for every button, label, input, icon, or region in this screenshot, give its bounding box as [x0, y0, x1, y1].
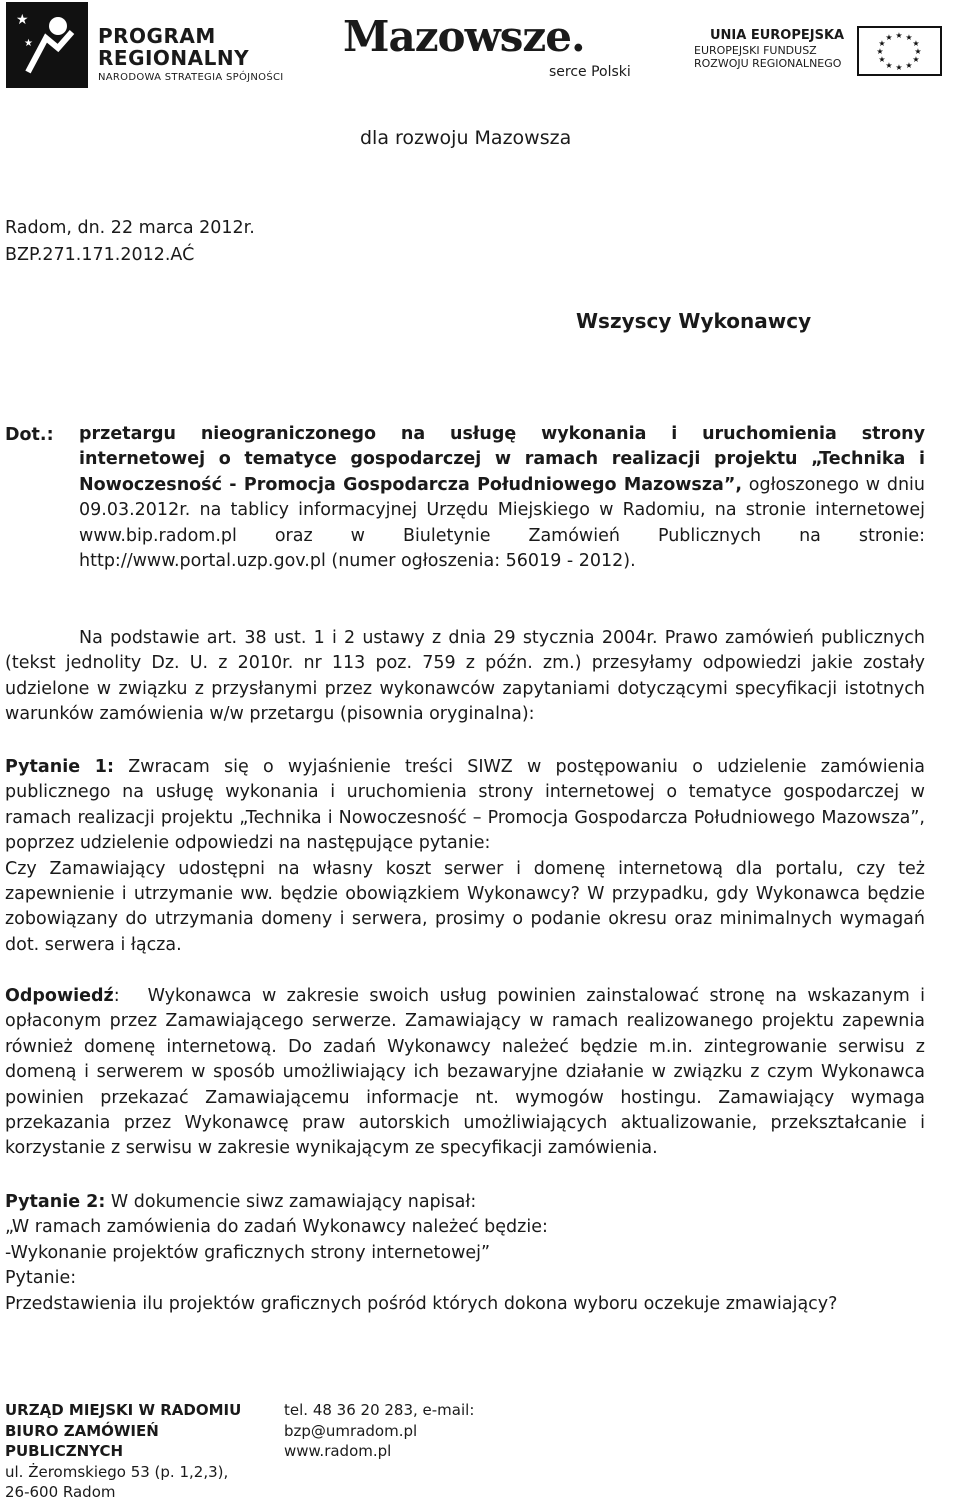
- svg-text:★: ★: [24, 38, 33, 49]
- eu-logo-line2: EUROPEJSKI FUNDUSZ: [694, 44, 817, 57]
- mazowsze-logo-tagline: serce Polski: [549, 64, 631, 80]
- question-1: [5, 755, 925, 958]
- program-regionalny-logo: [6, 2, 306, 88]
- program-regionalny-emblem-icon: [6, 2, 88, 88]
- svg-text:★: ★: [16, 12, 29, 28]
- question-1-label: Pytanie 1:: [5, 757, 114, 777]
- svg-text:★: ★: [905, 33, 913, 42]
- reference-number: BZP.271.171.2012.AĆ: [5, 245, 195, 265]
- question-2: [5, 1190, 925, 1317]
- program-logo-line2: REGIONALNY: [98, 46, 250, 70]
- answer-1-text: Wykonawca w zakresie swoich usług powinien zainstalować stronę na wskazanym i opłaconym przez Zamawiającego serwerze. Zamawiający w ramach realizowanego projektu zapewnia również domenę internetową. Do zadań Wykonawcy należeć będzie m.in. zintegrowanie serwisu z domeną i serwerem w sposób umożliwiający ich bezawaryjne działanie w związku z czym Wykonawca powinien przekazać Zamawiającemu informacje nt. wymogów hostingu. Zamawiający wymaga przekazania przez Wykonawcę praw autorskich umożliwiających aktualizowanie, przekształcanie i korzystanie z serwisu w zakresie wynikającym ze specyfikacji zamówienia.: [5, 986, 925, 1159]
- svg-text:★: ★: [895, 31, 903, 40]
- question-2-line4: Pytanie:: [5, 1268, 77, 1289]
- program-logo-line1: PROGRAM: [98, 24, 216, 48]
- program-logo-line3: NARODOWA STRATEGIA SPÓJNOŚCI: [98, 72, 284, 83]
- question-2-label: Pytanie 2:: [5, 1192, 106, 1212]
- svg-text:★: ★: [895, 63, 903, 72]
- subject-rest-text: ogłoszonego w dniu 09.03.2012r. na tablicy informacyjnej Urzędu Miejskiego w Radomiu, na stronie internetowej www.bip.radom.pl oraz w Biuletynie Zamówień Publicznych na stronie: http://www.portal.uzp.gov.pl (numer ogłoszenia: 56019 - 2012).: [79, 474, 925, 572]
- footer-address-block: [5, 1400, 245, 1503]
- footer-org-line1: URZĄD MIEJSKI W RADOMIU: [5, 1401, 242, 1419]
- footer-contact-block: [284, 1400, 524, 1462]
- place-and-date: Radom, dn. 22 marca 2012r.: [5, 218, 255, 238]
- footer-contact-line1: tel. 48 36 20 283, e-mail:: [284, 1401, 475, 1419]
- question-1-text: Zwracam się o wyjaśnienie treści SIWZ w postępowaniu o udzielenie zamówienia publicznego na usługę wykonania i uruchomienia strony internetowej o tematyce gospodarczej w ramach realizacji projektu „Technika i Nowoczesność – Promocja Gospodarcza Południowego Mazowsza”, poprzez udzielenie odpowiedzi na następujące pytanie:: [5, 757, 925, 854]
- question-1-text2: Czy Zamawiający udostępni na własny koszt serwer i domenę internetową dla portalu, czy też zapewnienie i utrzymanie ww. będzie obowiązkiem Wykonawcy? W przypadku, gdy Wykonawca będzie zobowiązany do utrzymania domeny i serwera, prosimy o podanie okresu oraz minimalnych wymagań dot. serwera i łącza.: [5, 858, 925, 955]
- question-2-line3: -Wykonanie projektów graficznych strony internetowej”: [5, 1242, 491, 1263]
- svg-text:★: ★: [912, 55, 920, 64]
- footer-org-line3: PUBLICZNYCH: [5, 1442, 124, 1461]
- subject-label: Dot.:: [5, 425, 54, 445]
- footer-org-line2: BIURO ZAMÓWIEŃ: [5, 1421, 159, 1440]
- eu-logo-line3: ROZWOJU REGIONALNEGO: [694, 57, 842, 70]
- answer-1-label: Odpowiedź: [5, 986, 114, 1006]
- subject-bold-text: przetargu nieograniczonego na usługę wykonania i uruchomienia strony internetowej o tematyce gospodarczej w ramach realizacji projektu „Technika i Nowoczesność - Promocja Gospodarcza Południowego Mazowsza”,: [79, 424, 925, 495]
- svg-text:★: ★: [914, 47, 922, 56]
- answer-1: [5, 984, 925, 1162]
- question-2-line5: Przedstawienia ilu projektów graficznych pośród których dokona wyboru oczekuje zmawiający?: [5, 1293, 838, 1314]
- eu-logo: [690, 26, 950, 78]
- subject-paragraph: [79, 422, 925, 574]
- footer-email-link[interactable]: bzp@umradom.pl: [284, 1421, 418, 1440]
- footer-address-line1: ul. Żeromskiego 53 (p. 1,2,3),: [5, 1462, 229, 1481]
- slogan: dla rozwoju Mazowsza: [360, 127, 572, 149]
- svg-text:★: ★: [885, 33, 893, 42]
- question-2-line2: „W ramach zamówienia do zadań Wykonawcy należeć będzie:: [5, 1217, 548, 1238]
- svg-text:★: ★: [905, 61, 913, 70]
- question-2-intro: W dokumencie siwz zamawiający napisał:: [105, 1192, 477, 1212]
- svg-text:★: ★: [885, 61, 893, 70]
- recipient: Wszyscy Wykonawcy: [576, 309, 812, 333]
- legal-basis-text: Na podstawie art. 38 ust. 1 i 2 ustawy z dnia 29 stycznia 2004r. Prawo zamówień publicznych (tekst jednolity Dz. U. z 2010r. nr 113 poz. 759 z późn. zm.) przesyłamy odpowiedzi jakie zostały udzielone w związku z przysłanymi przez wykonawców zapytaniami dotyczącymi specyfikacji istotnych warunków zamówienia w/w przetargu (pisownia oryginalna):: [5, 628, 925, 725]
- svg-text:★: ★: [878, 39, 886, 48]
- answer-1-colon: :: [113, 986, 120, 1006]
- eu-logo-line1: UNIA EUROPEJSKA: [710, 28, 845, 43]
- mazowsze-logo: [343, 12, 643, 86]
- footer-website-link[interactable]: www.radom.pl: [284, 1442, 392, 1461]
- letterhead: [0, 0, 960, 92]
- eu-flag-icon: [857, 26, 942, 76]
- svg-text:★: ★: [912, 39, 920, 48]
- mazowsze-logo-word: Mazowsze.: [343, 12, 585, 61]
- svg-text:★: ★: [878, 55, 886, 64]
- svg-text:★: ★: [876, 47, 884, 56]
- legal-basis-paragraph: [5, 626, 925, 728]
- footer-address-line2: 26-600 Radom: [5, 1483, 116, 1502]
